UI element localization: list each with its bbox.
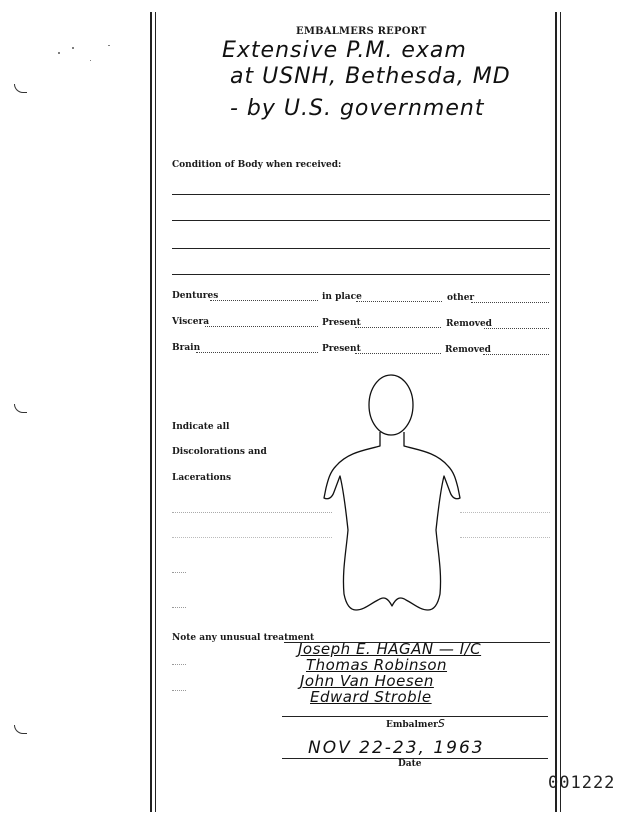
scan-speck xyxy=(108,45,110,46)
viscera-removed-fill-line xyxy=(484,328,549,329)
dentures-other-label: other xyxy=(447,293,475,303)
brain-present-fill-line xyxy=(355,353,441,354)
brain-fill-line xyxy=(196,352,318,353)
viscera-fill-line xyxy=(205,326,318,327)
brain-label: Brain xyxy=(172,343,201,353)
date-value: NOV 22-23, 1963 xyxy=(308,738,485,758)
indicate-all-label: Indicate all xyxy=(172,422,230,432)
faint-guide-line xyxy=(460,512,550,513)
body-outline-head xyxy=(369,375,413,435)
other-fill-line xyxy=(471,302,549,303)
faint-guide-line xyxy=(172,607,186,608)
binder-hole-mark xyxy=(14,84,27,93)
report-title: EMBALMERS REPORT xyxy=(296,26,427,37)
condition-line xyxy=(172,274,550,275)
condition-line xyxy=(172,248,550,249)
document-number-stamp: 001222 xyxy=(548,773,616,793)
brain-removed-label: Removed xyxy=(445,345,491,355)
unusual-treatment-label: Note any unusual treatment xyxy=(172,633,315,643)
embalmer-label-text: Embalmer xyxy=(386,720,438,730)
signature-john-van-hoesen: John Van Hoesen xyxy=(300,672,434,690)
date-label: Date xyxy=(398,759,422,769)
dentures-in-place-label: in place xyxy=(322,292,362,302)
in-place-fill-line xyxy=(356,301,442,302)
brain-removed-fill-line xyxy=(483,354,549,355)
faint-guide-line xyxy=(172,572,186,573)
scan-speck xyxy=(58,52,60,54)
faint-guide-line xyxy=(172,664,186,665)
dentures-fill-line xyxy=(210,300,318,301)
embalmer-label xyxy=(386,717,445,730)
signature-thomas-robinson: Thomas Robinson xyxy=(306,656,448,674)
viscera-present-label: Present xyxy=(322,318,361,328)
condition-of-body-label: Condition of Body when received: xyxy=(172,160,342,170)
viscera-label: Viscera xyxy=(172,317,210,327)
binder-hole-mark xyxy=(14,404,27,413)
handwritten-note-line-1: Extensive P.M. exam xyxy=(222,38,467,63)
handwritten-note-line-3: - by U.S. government xyxy=(230,96,485,121)
handwritten-note-line-2: at USNH, Bethesda, MD xyxy=(230,64,511,89)
faint-guide-line xyxy=(172,690,186,691)
faint-guide-line xyxy=(172,512,332,513)
scan-speck xyxy=(72,47,74,49)
binder-hole-mark xyxy=(14,725,27,734)
body-outline-torso xyxy=(324,432,460,610)
scan-speck xyxy=(90,60,91,61)
form-left-border xyxy=(150,12,152,812)
form-right-border xyxy=(555,12,557,812)
condition-line xyxy=(172,194,550,195)
body-outline-diagram xyxy=(318,372,468,618)
form-right-border-inner xyxy=(560,12,561,812)
signature-joseph-hagan: Joseph E. HAGAN — I/C xyxy=(298,640,482,658)
dentures-label: Dentures xyxy=(172,291,219,301)
faint-guide-line xyxy=(172,537,332,538)
viscera-removed-label: Removed xyxy=(446,319,492,329)
viscera-present-fill-line xyxy=(355,327,441,328)
brain-present-label: Present xyxy=(322,344,361,354)
condition-line xyxy=(172,220,550,221)
faint-guide-line xyxy=(460,537,550,538)
form-left-border-inner xyxy=(155,12,156,812)
discolorations-label: Discolorations and xyxy=(172,447,267,457)
lacerations-label: Lacerations xyxy=(172,473,232,483)
embalmer-label-suffix: S xyxy=(437,717,445,730)
signature-edward-stroble: Edward Stroble xyxy=(310,688,432,706)
